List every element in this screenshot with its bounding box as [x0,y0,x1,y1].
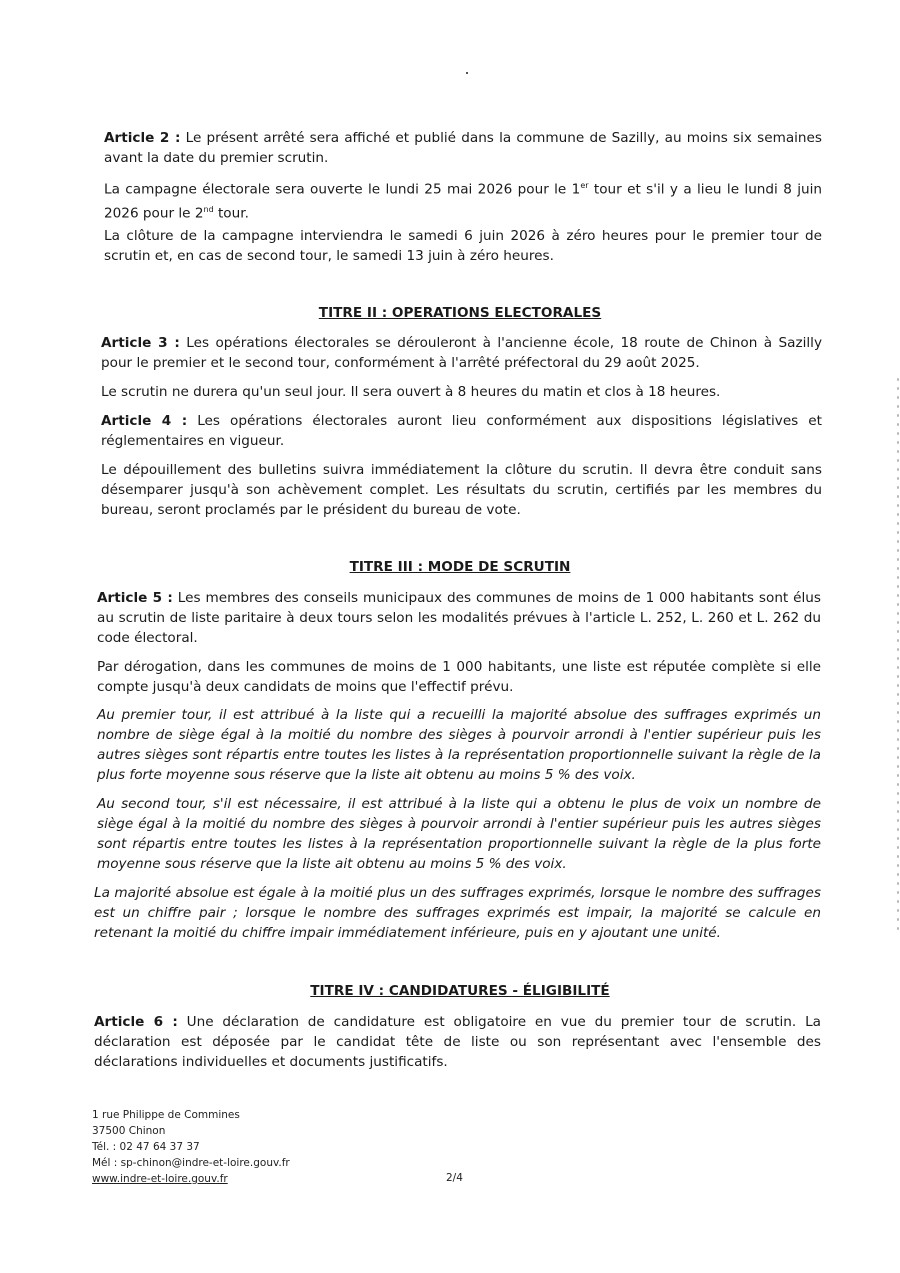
second-round-rule: Au second tour, s'il est nécessaire, il est attribué à la liste qui a obtenu le plus de voix un nombre de siège égal à la moitié du nombre des sièges à pourvoir arrondi à l'entier supérieur puis les autres sièges sont répartis entre toutes les listes à la représentation proportionnelle suivant la règle de la plus forte moyenne sous réserve que la liste ait obtenu au moins 5 % des voix. [97,796,821,872]
article-2 [104,128,822,168]
article-4-label: Article 4 : [101,413,188,429]
article-6-label: Article 6 : [94,1014,178,1030]
campaign-text-1: La campagne électorale sera ouverte le lundi 25 mai 2026 pour le 1 [104,181,581,198]
titre-2-heading: TITRE II : OPERATIONS ELECTORALES [318,305,602,321]
footer-website-link[interactable]: www.indre-et-loire.gouv.fr [92,1173,228,1185]
article-3-text: Les opérations électorales se dérouleront à l'ancienne école, 18 route de Chinon à Sazilly pour le premier et le second tour, conformément à l'arrêté préfectoral du 29 août 2025. [101,335,822,371]
titre-4-heading: TITRE IV : CANDIDATURES - ÉLIGIBILITÉ [310,983,610,999]
footer-address-block [92,1107,290,1187]
campaign-dates [104,176,822,223]
article-6 [94,1012,821,1072]
article-3-label: Article 3 : [101,335,180,351]
footer-address-line-1: 1 rue Philippe de Commines [92,1109,240,1121]
vote-counting: Le dépouillement des bulletins suivra immédiatement la clôture du scrutin. Il devra être conduit sans désemparer jusqu'à son achèvement complet. Les résultats du scrutin, certifiés par les membres du bureau, seront proclamés par le président du bureau de vote. [101,462,822,518]
absolute-majority-rule: La majorité absolue est égale à la moitié plus un des suffrages exprimés, lorsque le nombre des suffrages est un chiffre pair ; lorsque le nombre des suffrages exprimés est impair, la majorité se calcule en retenant la moitié du chiffre impair immédiatement inférieure, puis en y ajoutant une unité. [94,885,821,941]
titre-3-heading: TITRE III : MODE DE SCRUTIN [349,559,571,575]
article-4-text: Les opérations électorales auront lieu conformément aux dispositions législatives et réglementaires en vigueur. [101,413,823,449]
article-4 [101,411,822,451]
article-2-label: Article 2 : [104,130,181,146]
scan-edge-artifact [896,375,900,935]
footer-address-line-2: 37500 Chinon [92,1125,166,1137]
scan-speck [466,72,468,74]
campaign-sup-2: nd [203,204,214,214]
campaign-sup-1: er [580,181,589,190]
article-5-label: Article 5 : [97,590,173,606]
scrutin-duration: Le scrutin ne durera qu'un seul jour. Il sera ouvert à 8 heures du matin et clos à 18 heures. [101,384,721,400]
first-round-rule: Au premier tour, il est attribué à la liste qui a recueilli la majorité absolue des suffrages exprimés un nombre de siège égal à la moitié du nombre des sièges à pourvoir arrondi à l'entier supérieur puis les autres sièges sont répartis entre toutes les listes à la représentation proportionnelle suivant la règle de la plus forte moyenne sous réserve que la liste ait obtenu au moins 5 % des voix. [97,707,821,783]
campaign-closing: La clôture de la campagne interviendra le samedi 6 juin 2026 à zéro heures pour le premier tour de scrutin et, en cas de second tour, le samedi 13 juin à zéro heures. [104,228,822,264]
footer-phone: Tél. : 02 47 64 37 37 [92,1141,200,1153]
page-number: 2/4 [446,1172,463,1184]
footer-email: Mél : sp-chinon@indre-et-loire.gouv.fr [92,1157,290,1169]
article-6-text: Une déclaration de candidature est obligatoire en vue du premier tour de scrutin. La déclaration est déposée par le candidat tête de liste ou son représentant avec l'ensemble des déclarations individuelles et documents justificatifs. [94,1014,821,1070]
campaign-text-3: tour. [213,205,249,222]
article-3 [101,333,822,373]
article-2-text: Le présent arrêté sera affiché et publié dans la commune de Sazilly, au moins six semaines avant la date du premier scrutin. [104,130,822,166]
article-5 [97,588,821,648]
derogation: Par dérogation, dans les communes de moins de 1 000 habitants, une liste est réputée complète si elle compte jusqu'à deux candidats de moins que l'effectif prévu. [97,659,821,695]
article-5-text: Les membres des conseils municipaux des communes de moins de 1 000 habitants sont élus au scrutin de liste paritaire à deux tours selon les modalités prévues à l'article L. 252, L. 260 et L. 262 du code électoral. [97,590,822,646]
campaign-text-2: tour et s'il y a lieu le lundi 8 juin 2026 pour le 2 [104,181,822,222]
